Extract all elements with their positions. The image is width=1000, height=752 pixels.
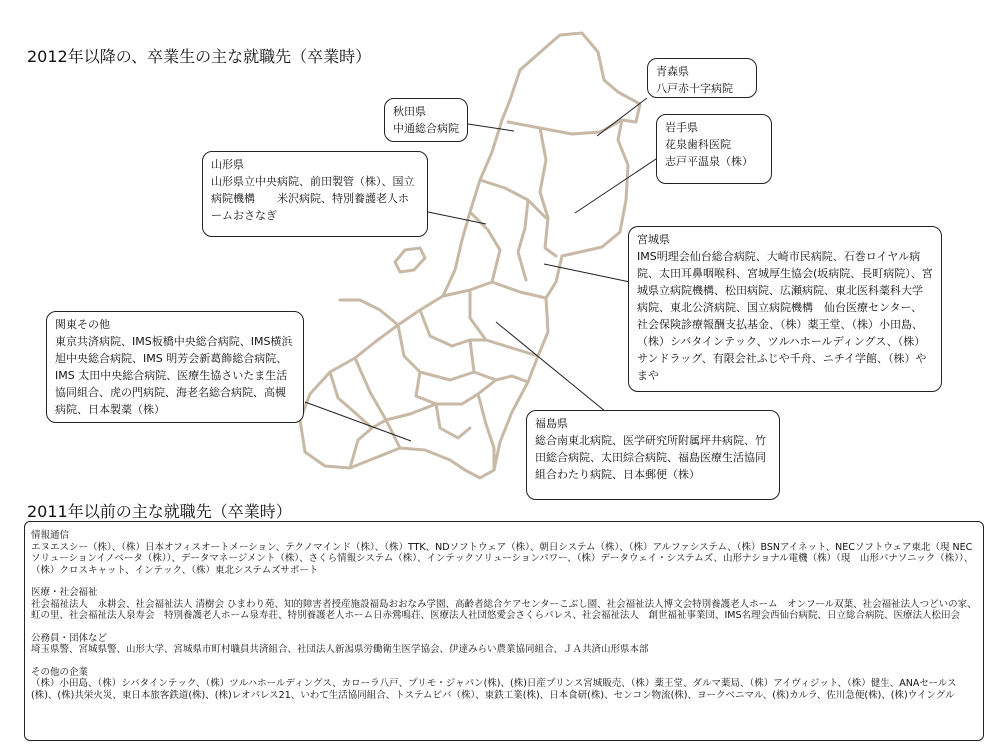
callout-aomori-pref: 青森県 [656, 65, 689, 78]
border-fukushima-south [470, 290, 538, 356]
leader-akita [468, 124, 514, 131]
older-employers-box [24, 521, 984, 741]
callout-kanto [46, 311, 304, 423]
callout-akita-pref: 秋田県 [393, 105, 426, 118]
leader-kanto [305, 402, 411, 441]
section-other-heading: その他の企業 [31, 666, 89, 678]
section-medical-text: 社会福祉法人 永耕会、社会福祉法人 清樹会 ひまわり苑、知的障害者授産施設福島おおなみ学園、高齢者総合ケアセンターこぶし園、社会福祉法人博文会特別養護老人ホーム オンフール双葉、社会福祉法人つどいの家、虹の里、社会福祉法人泉寿会 特別養護老人ホーム泉寿荘、特別養護老人ホーム日赤鶯鳴荘、医療法人社団悠愛会さくらパレス、社会福祉法人 創世福祉事業団、IMS名理会西仙台病院、日立総合病院、医療法人松田会 [31, 598, 977, 621]
section-info-text: エヌエスシー（株）、（株）日本オフィスオートメーション、テクノマインド（株）、（株）TTK、NDソフトウェア（株）、朝日システム（株）、（株）アルファシステム、（株）BSNアイネット、NECソフトウェア東北（現 NECソリューションイノベータ（株））、データマネージメント（株）、さくら情報システム（株）、インテックソリューションパワー、（株）データウェイ・システムズ、山形ナショナル電機（株）（現 山形パナソニック（株））、（株）クロスキャット、インテック、（株）東北システムズサポート [31, 541, 974, 576]
section-public-text: 埼玉県警、宮城県警、山形大学、宮城県市町村職員共済組合、社団法人新潟県労働衛生医学協会、伊達みらい農業協同組合、ＪＡ共済山形県本部 [31, 644, 649, 655]
callout-miyagi-pref: 宮城県 [637, 233, 670, 246]
leader-fukushima [496, 322, 606, 412]
border-akita-iwate [540, 128, 556, 256]
section-info [31, 530, 977, 576]
callout-miyagi [628, 226, 942, 392]
callout-kanto-pref: 関東その他 [55, 318, 110, 331]
callout-miyagi-body: IMS明理会仙台総合病院、大崎市民病院、石巻ロイヤル病院、太田耳鼻咽喉科、宮城厚生協会(坂病院、長町病院）、宮城県立病院機構、松田病院、広瀬病院、東北医科薬科大学病院、東北公済病院、国立病院機構 仙台医療センター、社会保険診療報酬支払基金、（株）薬王堂、（株）小田島、（株）シバタインテック、ツルハホールディングス、（株）サンドラッグ、有限会社ふじや千舟、ニチイ学館、（株）やまや [637, 250, 933, 382]
section-other [31, 667, 977, 702]
border-yamagata-miyagi [518, 200, 528, 280]
callout-iwate [656, 114, 772, 184]
callout-akita [384, 98, 468, 142]
section-medical [31, 587, 977, 622]
callout-iwate-body: 花泉歯科医院 志戸平温泉（株） [665, 138, 753, 168]
border-niigata [443, 212, 500, 296]
border-kanagawa [436, 404, 470, 438]
leader-aomori [597, 98, 647, 136]
border-tochigi [470, 340, 528, 382]
border-fukushima [492, 282, 546, 298]
section-info-heading: 情報通信 [31, 530, 70, 541]
callout-fukushima-body: 総合南東北病院、医学研究所附属坪井病院、竹田総合病院、太田綜合病院、福島医療生活協同組合わたり病院、日本郵便（株） [535, 434, 766, 481]
section-other-text: （株）小田島、（株）シバタインテック、（株）ツルハホールディングス、カローラ八戸、プリモ・ジャパン(株)、(株)日産プリンス宮城販売、（株）薬王堂、ダルマ薬局、（株）アイヴィジット、（株）健生、ANAセールス(株)、(株)共栄火災、東日本旅客鉄道(株)、(株)レオパレス21、いわて生活協同組合、トステムビバ（株）、東鉄工業(株)、日本食研(株)、センコン物流(株)、ヨークベニマル、(株)カルラ、佐川急便(株)、(株)ウイングル [31, 678, 957, 701]
callout-fukushima-pref: 福島県 [535, 417, 568, 430]
section-public [31, 633, 977, 656]
section-medical-heading: 医療・社会福祉 [31, 587, 98, 598]
older-title: 2011年以前の主な就職先（卒業時） [27, 502, 292, 521]
callout-kanto-body: 東京共済病院、IMS板橋中央総合病院、IMS横浜旭中央総合病院、IMS 明芳会新葛飾総合病院、IMS 太田中央総合病院、医療生協さいたま生活協同組合、虎の門病院、海老名総合病院、高槻病院、日本製薬（株） [55, 335, 293, 416]
border-saitama [398, 325, 474, 380]
callout-yamagata-pref: 山形県 [211, 158, 244, 171]
recent-title: 2012年以降の、卒業生の主な就職先（卒業時） [27, 47, 372, 66]
callout-akita-body: 中通総合病院 [393, 122, 459, 135]
leader-iwate [575, 155, 662, 213]
coast-west-2 [340, 300, 398, 325]
callout-aomori-body: 八戸赤十字病院 [656, 82, 733, 95]
border-akita-yamagata [480, 180, 546, 218]
border-chiba [478, 394, 494, 470]
callout-yamagata-body: 山形県立中央病院、前田製管（株）、国立病院機構 米沢病院、特別養護老人ホームおさなぎ [211, 175, 415, 222]
sado-island [395, 248, 425, 272]
callout-fukushima [526, 410, 780, 500]
border-yamanashi [386, 404, 436, 420]
callout-aomori [647, 58, 757, 98]
section-public-heading: 公務員・団体など [31, 632, 108, 644]
callout-iwate-pref: 岩手県 [665, 121, 698, 134]
callout-yamagata [202, 151, 428, 237]
border-aomori [508, 120, 622, 134]
